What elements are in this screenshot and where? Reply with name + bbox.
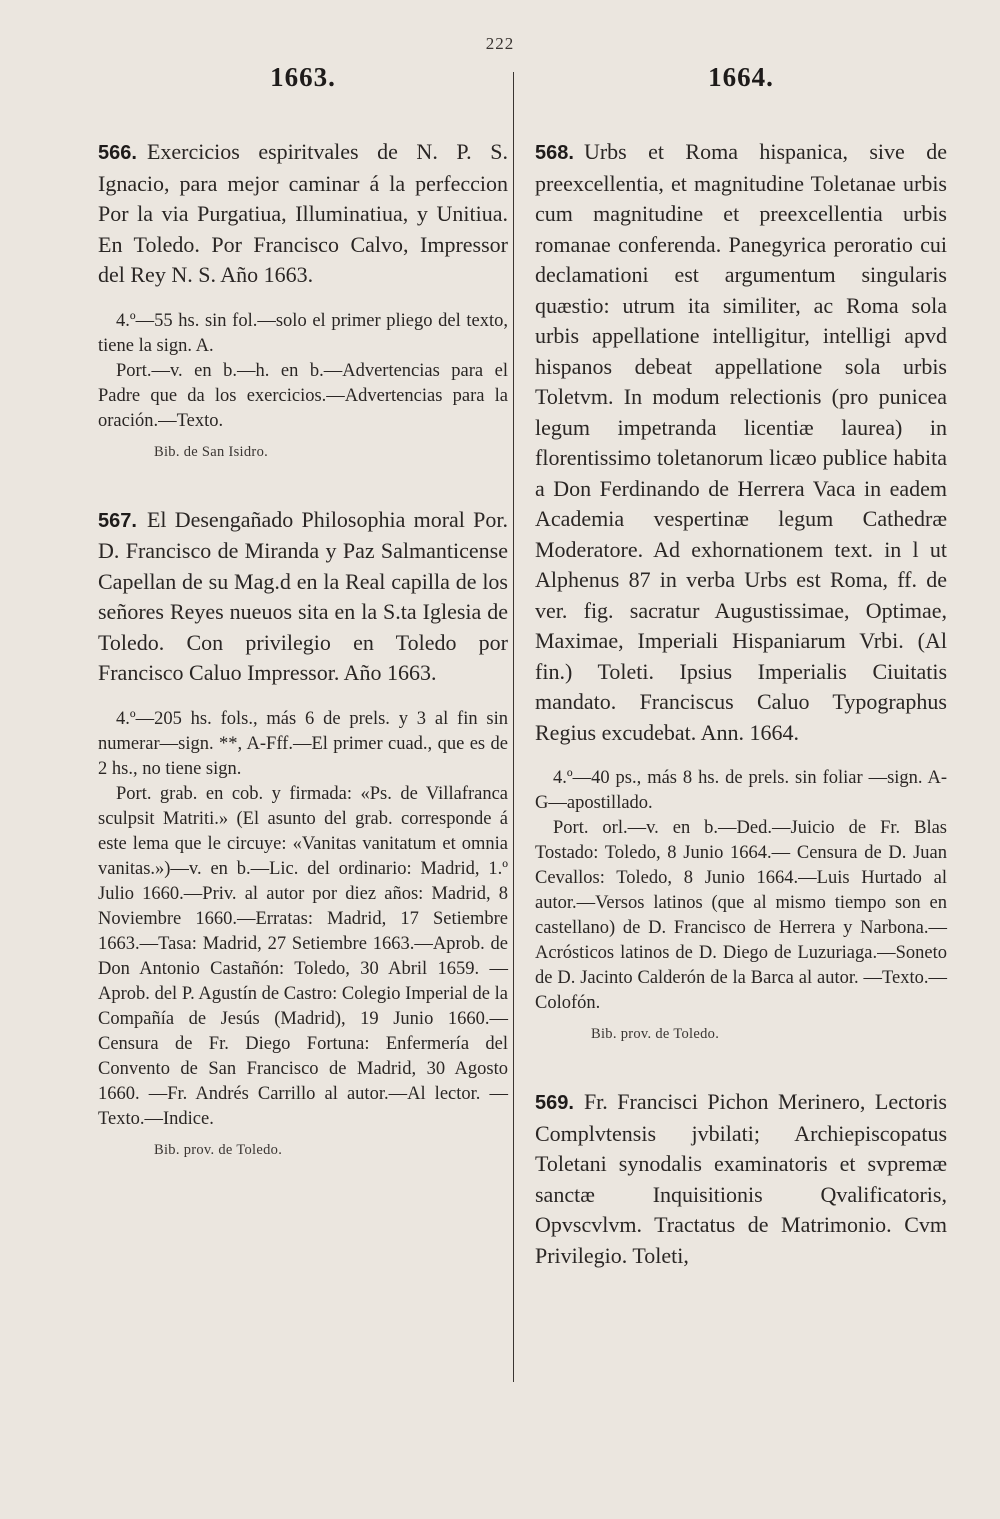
entry-title xyxy=(535,137,947,748)
entry-title xyxy=(535,1087,947,1271)
entry-paragraph: 4.º—40 ps., más 8 hs. de prels. sin foliar —sign. A-G—apostillado. xyxy=(535,768,947,813)
entry-title-text: Urbs et Roma hispanica, sive de preexcellentia, et magnitudine Toletanae urbis cum magnitudine et preexcellentia urbis romanae conferenda. Panegyrica peroratio cui declamationi est argumentum singularis quæstio: utrum ita similiter, ac Roma sola urbis appellatione intelligitur, intelligi apvd hispanos debeat appellatione sola urbis Toletvm. In modum relectionis (pro punicea legum impetranda licentiæ laurea) in florentissimo toletanorum licæo publice habita a Don Ferdinando de Herrera Vaca in eadem Academia vespertinæ legum Cathedræ Moderatore. Ad exhornationem text. in l ut Alphenus 87 in verba Urbs est Roma, ff. de ver. fig. sacratur Augustissimae, Optimae, Maximae, Imperiali Hispaniarum Vrbi. (Al fin.) Toleti. Ipsius Imperialis Ciuitatis mandato. Franciscus Caluo Typographus Regius excudebat. Ann. 1664. xyxy=(535,139,947,745)
year-heading: 1664. xyxy=(708,62,774,92)
entry-title xyxy=(98,137,508,291)
right-column xyxy=(535,62,947,1315)
entry-title xyxy=(98,505,508,689)
entry-paragraph: Port. grab. en cob. y firmada: «Ps. de Villafranca sculpsit Matriti.» (El asunto del grab. corresponde á este lema que le circuye: «Vanitas vanitatum et omnia vanitas.»)—v. en b.—Lic. del ordinario: Madrid, 1.º Julio 1660.—Priv. al autor por diez años: Madrid, 8 Noviembre 1660.—Erratas: Madrid, 17 Setiembre 1663.—Tasa: Madrid, 27 Setiembre 1663.—Aprob. de Don Antonio Castañón: Toledo, 30 Abril 1659. —Aprob. del P. Agustín de Castro: Colegio Imperial de la Compañía de Jesús (Madrid), 19 Junio 1660.—Censura de Fr. Diego Fortuna: Enfermería del Convento de San Francisco de Madrid, 30 Agosto 1660. —Fr. Andrés Carrillo al autor.—Al lector. —Texto.—Indice. xyxy=(98,783,508,1129)
library-location: Bib. prov. de Toledo. xyxy=(591,1026,720,1042)
entry-title-text: El Desengañado Philosophia moral Por. D. Francisco de Miranda y Paz Salmanticense Capellan de su Mag.d en la Real capilla de los señores Reyes nueuos sita en la S.ta Iglesia de Toledo. Con privilegio en Toledo por Francisco Caluo Impressor. Año 1663. xyxy=(98,506,508,685)
entry-number: 569. xyxy=(535,1092,574,1114)
catalog-entry xyxy=(98,505,508,1159)
entry-description xyxy=(98,707,508,1132)
page-number: 222 xyxy=(485,34,515,53)
catalog-entry xyxy=(98,137,508,461)
catalog-entry xyxy=(535,137,947,1043)
entry-paragraph: Port. orl.—v. en b.—Ded.—Juicio de Fr. Blas Tostado: Toledo, 8 Junio 1664.— Censura de D. Juan Cevallos: Toledo, 8 Junio 1664.—Luis Hurtado al autor.—Versos latinos (que al mismo tiempo son en castellano) de D. Francisco de Herrera y Narbona.—Acrósticos latinos de D. Diego de Luzuriaga.—Soneto de D. Jacinto Calderón de la Barca al autor. —Texto.—Colofón. xyxy=(535,818,947,1013)
entry-description xyxy=(535,766,947,1016)
column-divider xyxy=(513,72,514,1382)
library-location: Bib. prov. de Toledo. xyxy=(154,1141,283,1158)
entry-paragraph: 4.º—205 hs. fols., más 6 de prels. y 3 al fin sin numerar—sign. **, A-Fff.—El primer cuad., que es de 2 hs., no tiene sign. xyxy=(98,708,508,779)
library-location: Bib. de San Isidro. xyxy=(154,443,269,460)
left-column xyxy=(98,62,508,1203)
entry-paragraph: 4.º—55 hs. sin fol.—solo el primer pliego del texto, tiene la sign. A. xyxy=(98,310,508,356)
entry-number: 568. xyxy=(535,142,574,164)
entry-number: 566. xyxy=(98,142,137,164)
entry-title-text: Fr. Francisci Pichon Merinero, Lectoris Complvtensis jvbilati; Archiepiscopatus Toletani synodalis examinatoris et svpremæ sanctæ Inquisitionis Qvalificatoris, Opvscvlvm. Tractatus de Matrimonio. Cvm Privilegio. Toleti, xyxy=(535,1089,947,1268)
year-heading: 1663. xyxy=(270,62,336,92)
entry-title-text: Exercicios espiritvales de N. P. S. Ignacio, para mejor caminar á la perfeccion Por la via Purgatiua, Illuminatiua, y Unitiua. En Toledo. Por Francisco Calvo, Impressor del Rey N. S. Año 1663. xyxy=(98,139,508,287)
entry-description xyxy=(98,309,508,434)
catalog-entry xyxy=(535,1087,947,1271)
entry-number: 567. xyxy=(98,509,137,532)
entry-paragraph: Port.—v. en b.—h. en b.—Advertencias para el Padre que da los exercicios.—Advertencias para la oración.—Texto. xyxy=(98,360,508,431)
